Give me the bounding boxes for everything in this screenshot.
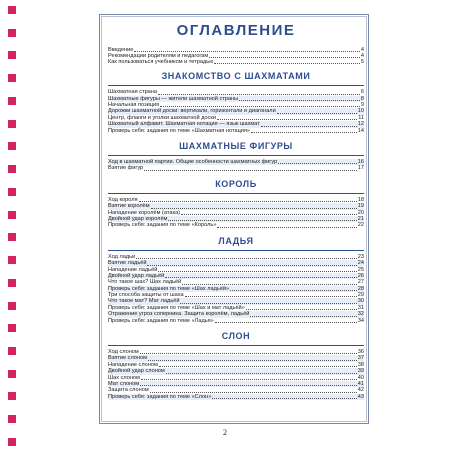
toc-entry-text: Дорожки шахматной доски: вертикали, горизонтали и диагонали — [108, 108, 276, 115]
toc-entry-page: 6 — [360, 89, 364, 96]
toc-entry-text: Мат слоном — [108, 380, 140, 387]
section-rule — [108, 250, 364, 251]
toc-entry-page: 22 — [357, 222, 364, 229]
toc-leader — [181, 214, 357, 215]
toc-leader — [140, 353, 357, 354]
toc-entry-page: 30 — [357, 298, 364, 305]
toc-leader — [251, 132, 357, 133]
toc-entry[interactable] — [108, 394, 364, 400]
binding-square — [8, 370, 16, 378]
toc-entry-text: Нападение ладьёй — [108, 266, 158, 273]
toc-entry-page: 10 — [357, 108, 364, 115]
toc-entry-page: 14 — [357, 127, 364, 134]
section-title: КОРОЛЬ — [215, 178, 257, 189]
toc-entry-text: Шахматный алфавит. Шахматная нотация — язык шахмат — [108, 121, 260, 128]
section-bishop — [108, 331, 364, 400]
toc-entry-page: 43 — [357, 393, 364, 400]
binding-square — [8, 256, 16, 264]
toc-entry-page: 37 — [357, 355, 364, 362]
toc-entry-page: 18 — [357, 196, 364, 203]
toc-entry-page: 26 — [357, 272, 364, 279]
toc-entry-text: Как пользоваться учебником и тетрадью — [108, 59, 214, 66]
toc-leader — [166, 373, 357, 374]
binding-square — [8, 302, 16, 310]
toc-leader — [144, 170, 356, 171]
toc-leader — [139, 201, 357, 202]
toc-entry-page: 40 — [357, 374, 364, 381]
toc-leader — [215, 322, 357, 323]
toc-leader — [185, 296, 357, 297]
section-rook — [108, 236, 364, 324]
toc-entry-page: 4 — [360, 53, 364, 60]
toc-entry-text: Проверь себя: задания по теме «Слон» — [108, 393, 212, 400]
toc-entry-page: 31 — [357, 304, 364, 311]
intro-list — [108, 47, 364, 65]
toc-leader — [217, 227, 356, 228]
section-title: ШАХМАТНЫЕ ФИГУРЫ — [179, 141, 293, 152]
toc-entry-page: 41 — [357, 380, 364, 387]
toc-entry-page: 19 — [357, 203, 364, 210]
toc-entry-page: 17 — [357, 165, 364, 172]
toc-entry-text: Проверь себя: задания по теме «Ладья» — [108, 317, 214, 324]
toc-leader — [209, 57, 360, 58]
page-number: 2 — [223, 428, 227, 437]
section-acquaintance — [108, 71, 364, 134]
toc-entry-text: Ход слоном — [108, 349, 139, 356]
section-chess-pieces — [108, 141, 364, 172]
toc-leader — [261, 126, 357, 127]
toc-leader — [239, 100, 360, 101]
toc-entry-page: 21 — [357, 215, 364, 222]
toc-leader — [150, 392, 357, 393]
binding-square — [8, 120, 16, 128]
table-of-contents — [108, 20, 364, 400]
toc-entry-page: 4 — [360, 47, 364, 53]
toc-entry-text: Введение — [108, 47, 134, 53]
toc-leader — [140, 385, 357, 386]
toc-entry-page: 32 — [357, 311, 364, 318]
toc-leader — [158, 271, 356, 272]
toc-entry-page: 27 — [357, 279, 364, 286]
toc-entry-page: 20 — [357, 209, 364, 216]
toc-entry-text: Что такое шах? Шах ладьёй — [108, 279, 182, 286]
toc-entry-page: 23 — [357, 253, 364, 260]
toc-leader — [182, 284, 357, 285]
toc-entry-text: Проверь себя: задания по теме «Король» — [108, 222, 217, 229]
toc-entry-text: Взятие ладьёй — [108, 260, 147, 267]
toc-entry-text: Рекомендации родителям и педагогам — [108, 53, 209, 60]
toc-leader — [250, 316, 356, 317]
toc-entry-text: Шахматные фигуры — жители шахматной страны — [108, 95, 239, 102]
toc-entry-page: 5 — [360, 59, 364, 66]
toc-entry-text: Проверь себя: задания по теме «Шах ладьёй» — [108, 285, 230, 292]
section-rule — [108, 345, 364, 346]
binding-square — [8, 211, 16, 219]
toc-entry-page: 24 — [357, 260, 364, 267]
toc-leader — [180, 303, 356, 304]
binding-square — [8, 29, 16, 37]
toc-entry-text: Ход ладьи — [108, 253, 136, 260]
toc-leader — [136, 258, 357, 259]
toc-leader — [159, 366, 357, 367]
toc-entry-page: 8 — [360, 95, 364, 102]
binding-square — [8, 188, 16, 196]
toc-entry-text: Шах слоном — [108, 374, 140, 381]
binding-marks — [8, 6, 16, 446]
toc-entry-text: Начальная позиция — [108, 102, 160, 109]
toc-entry-text: Двойной удар королём — [108, 215, 168, 222]
binding-square — [8, 392, 16, 400]
toc-entry-page: 39 — [357, 368, 364, 375]
toc-entry-page: 16 — [357, 159, 364, 165]
section-title: ЛАДЬЯ — [218, 235, 254, 246]
toc-entry-text: Двойной удар слоном — [108, 368, 165, 375]
toc-leader — [214, 63, 359, 64]
toc-entry-text: Что такое мат? Мат ладьёй — [108, 298, 180, 305]
toc-entry-text: Шахматная страна — [108, 89, 157, 96]
binding-square — [8, 347, 16, 355]
page-title: ОГЛАВЛЕНИЕ — [176, 22, 296, 39]
toc-entry-page: 12 — [357, 121, 364, 128]
toc-entry-page: 25 — [357, 266, 364, 273]
toc-entry-page: 11 — [358, 114, 364, 121]
toc-leader — [277, 113, 357, 114]
toc-entry-text: Отражение угроз соперника. Защита королём, ладьёй — [108, 311, 250, 318]
toc-leader — [212, 398, 356, 399]
section-rule — [108, 85, 364, 86]
toc-entry-text: Нападение слоном — [108, 361, 158, 368]
toc-leader — [158, 94, 360, 95]
toc-entry-text: Двойной удар ладьёй — [108, 272, 165, 279]
toc-entry-page: 29 — [357, 292, 364, 299]
toc-entry-text: Центр, фланги и уголки шахматной доски — [108, 114, 216, 121]
toc-entry-text: Защита слоном — [108, 387, 149, 394]
section-title: СЛОН — [221, 331, 251, 342]
binding-square — [8, 165, 16, 173]
section-title: ЗНАКОМСТВО С ШАХМАТАМИ — [161, 71, 311, 82]
binding-square — [8, 438, 16, 446]
toc-entry-page: 28 — [357, 285, 364, 292]
toc-leader — [230, 290, 357, 291]
binding-square — [8, 51, 16, 59]
binding-square — [8, 324, 16, 332]
toc-entry-page: 38 — [357, 361, 364, 368]
toc-leader — [148, 360, 357, 361]
binding-square — [8, 74, 16, 82]
toc-entry-text: Взятие фигур — [108, 165, 144, 172]
toc-entry-text: Ход в шахматной партии. Общие особенности шахматных фигур — [108, 159, 278, 165]
toc-leader — [147, 265, 356, 266]
toc-entry-text: Взятие слоном — [108, 355, 147, 362]
section-rule — [108, 155, 364, 156]
binding-square — [8, 233, 16, 241]
toc-entry-text: Взятие королём — [108, 203, 150, 210]
binding-square — [8, 142, 16, 150]
toc-entry-text: Ход короля — [108, 196, 138, 203]
binding-square — [8, 97, 16, 105]
toc-entry-text: Проверь себя: задания по теме «Шах и мат ладьёй» — [108, 304, 245, 311]
toc-leader — [165, 277, 357, 278]
toc-entry-text: Три способа защиты от шаха — [108, 292, 184, 299]
toc-leader — [134, 51, 360, 52]
toc-entry-page: 36 — [357, 349, 364, 356]
toc-entry-page: 42 — [357, 387, 364, 394]
binding-square — [8, 279, 16, 287]
section-king — [108, 179, 364, 229]
toc-leader — [141, 379, 357, 380]
toc-entry-text: Проверь себя: задания по теме «Шахматная нотация» — [108, 127, 251, 134]
toc-leader — [278, 163, 357, 164]
toc-leader — [168, 220, 356, 221]
binding-square — [8, 415, 16, 423]
toc-entry-text: Нападение королём (атака) — [108, 209, 181, 216]
binding-square — [8, 6, 16, 14]
toc-leader — [151, 208, 357, 209]
toc-entry-page: 34 — [357, 317, 364, 324]
toc-leader — [246, 309, 357, 310]
toc-entry-page: 9 — [360, 102, 364, 109]
section-rule — [108, 193, 364, 194]
